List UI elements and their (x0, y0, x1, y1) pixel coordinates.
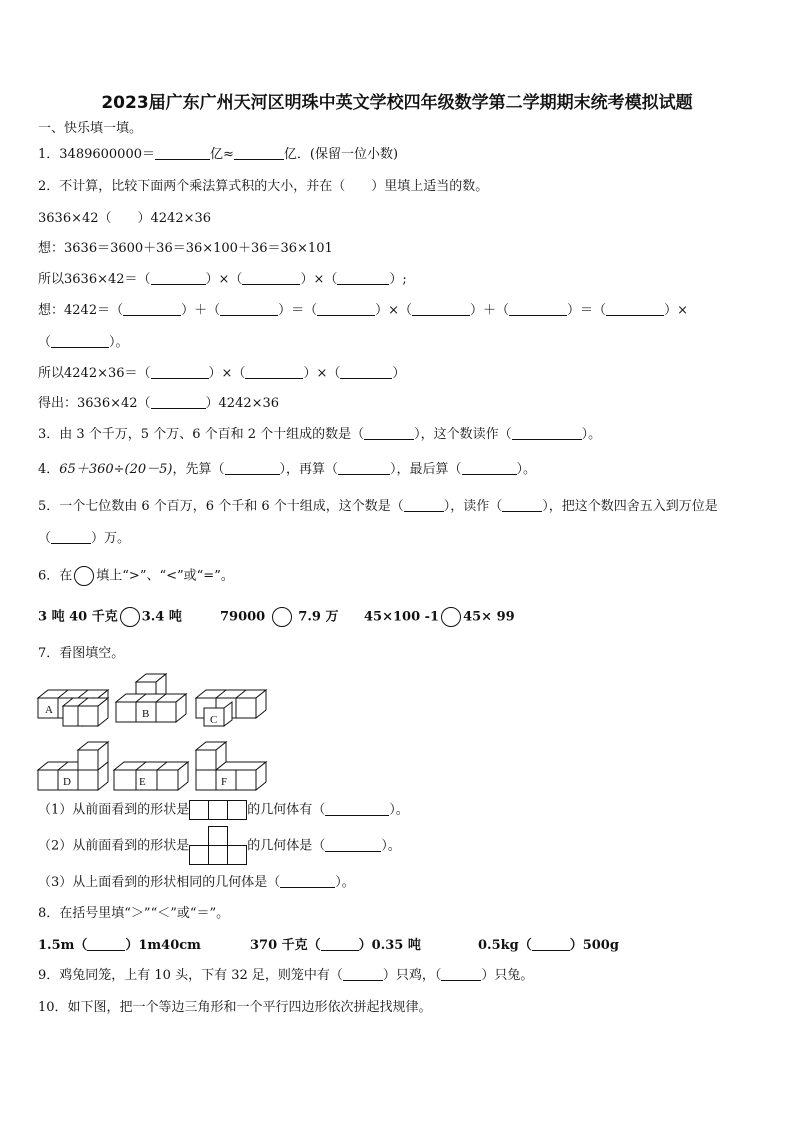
answer-blank[interactable] (151, 271, 206, 285)
t-shape-view (189, 826, 247, 866)
compare-item-1: 1.5m（ ）1m40cm (38, 938, 201, 953)
answer-blank[interactable] (338, 461, 390, 475)
answer-blank[interactable] (234, 146, 284, 160)
three-square-view (189, 800, 247, 820)
figure-label: A (45, 704, 53, 716)
answer-blank[interactable] (512, 426, 582, 440)
answer-blank[interactable] (317, 302, 375, 316)
figure-f (196, 742, 266, 790)
answer-blank[interactable] (155, 146, 210, 160)
question-10: 10．如下图，把一个等边三角形和一个平行四边形依次拼起找规律。 (38, 1000, 432, 1015)
question-7-sub-1: （1）从前面看到的形状是 的几何体有（ ）。 (38, 800, 409, 820)
answer-blank[interactable] (343, 967, 383, 981)
answer-blank[interactable] (51, 530, 91, 544)
answer-blank[interactable] (245, 365, 303, 379)
page-title: 2023届广东广州天河区明珠中英文学校四年级数学第二学期期末统考模拟试题 (101, 93, 693, 113)
answer-blank[interactable] (337, 271, 389, 285)
answer-blank[interactable] (225, 461, 280, 475)
answer-blank[interactable] (509, 302, 567, 316)
figure-label: B (142, 708, 150, 720)
cube-figures (36, 668, 271, 793)
question-2-line: 所以4242×36＝（ ）×（ ）×（ ） (38, 366, 406, 381)
question-6: 6．在 填上“>”、“<”或“=”。 (38, 566, 234, 586)
math-expression: 65＋360÷(20－5) (59, 462, 173, 477)
answer-blank[interactable] (532, 937, 570, 951)
answer-blank[interactable] (340, 365, 392, 379)
answer-blank[interactable] (151, 365, 209, 379)
figure-b (116, 674, 186, 722)
answer-blank[interactable] (325, 802, 389, 816)
question-2-line: 得出：3636×42（ ）4242×36 (38, 396, 280, 411)
answer-blank[interactable] (606, 302, 664, 316)
answer-blank[interactable] (242, 271, 300, 285)
figure-label: F (221, 776, 228, 788)
answer-blank[interactable] (325, 838, 381, 852)
question-3: 3．由 3 个千万，5 个万、6 个百和 2 个十组成的数是（ ），这个数读作（ ）。 (38, 427, 602, 442)
compare-circle[interactable] (272, 607, 292, 627)
compare-item-3: 45×100 -1 45× 99 (364, 607, 515, 627)
question-2-line: 想：4242＝（ ）＋（ ）＝（ ）×（ ）＋（ ）＝（ ）× (38, 303, 688, 318)
question-7-sub-3: （3）从上面看到的形状相同的几何体是（ ）。 (38, 875, 355, 890)
question-1: 1．3489600000＝ 亿≈ 亿．(保留一位小数) (38, 147, 399, 162)
compare-item-1: 3 吨 40 千克 3.4 吨 (38, 607, 182, 627)
question-4: 4．65＋360÷(20－5)，先算（ ），再算（ ），最后算（ ）。 (38, 462, 537, 477)
answer-blank[interactable] (364, 426, 414, 440)
compare-item-2: 79000 7.9 万 (220, 607, 338, 627)
question-8: 8．在括号里填“＞”“＜”或“＝”。 (38, 906, 230, 921)
answer-blank[interactable] (51, 334, 109, 348)
answer-blank[interactable] (502, 498, 542, 512)
figure-c (196, 690, 266, 726)
question-2: 2．不计算，比较下面两个乘法算式积的大小，并在（ ）里填上适当的数。 (38, 179, 489, 194)
question-5-line: （ ）万。 (38, 531, 131, 546)
figure-e (114, 762, 188, 790)
compare-circle (74, 566, 94, 586)
answer-blank[interactable] (220, 302, 278, 316)
answer-blank[interactable] (123, 302, 181, 316)
compare-circle[interactable] (441, 607, 461, 627)
figure-d (38, 742, 108, 790)
answer-blank[interactable] (404, 498, 444, 512)
answer-blank[interactable] (441, 967, 481, 981)
answer-blank[interactable] (151, 395, 206, 409)
figure-label: E (139, 776, 146, 788)
question-7-sub-2: （2）从前面看到的形状是 的几何体是（ ）。 (38, 826, 401, 867)
figure-label: C (210, 714, 218, 726)
question-2-line: 3636×42（ ）4242×36 (38, 211, 212, 226)
answer-blank[interactable] (462, 461, 517, 475)
compare-item-2: 370 千克（ ）0.35 吨 (250, 938, 421, 953)
answer-blank[interactable] (280, 874, 335, 888)
answer-blank[interactable] (321, 937, 359, 951)
question-5: 5．一个七位数由 6 个百万，6 个千和 6 个十组成，这个数是（ ），读作（ ），把这个数四舍五入到万位是 (38, 499, 718, 514)
question-7: 7．看图填空。 (38, 646, 125, 661)
question-2-line: （ ）。 (38, 335, 129, 350)
compare-item-3: 0.5kg（ ）500g (478, 938, 619, 953)
answer-blank[interactable] (87, 937, 125, 951)
question-9: 9．鸡兔同笼，上有 10 头，下有 32 足，则笼中有（ ）只鸡，（ ）只兔。 (38, 968, 534, 983)
question-2-line: 想：3636＝3600＋36＝36×100＋36＝36×101 (38, 241, 333, 256)
answer-blank[interactable] (412, 302, 470, 316)
compare-circle[interactable] (120, 607, 140, 627)
question-2-line: 所以3636×42＝（ ）×（ ）×（ ）; (38, 272, 407, 287)
figure-label: D (63, 776, 71, 788)
section-heading: 一、快乐填一填。 (38, 121, 143, 136)
